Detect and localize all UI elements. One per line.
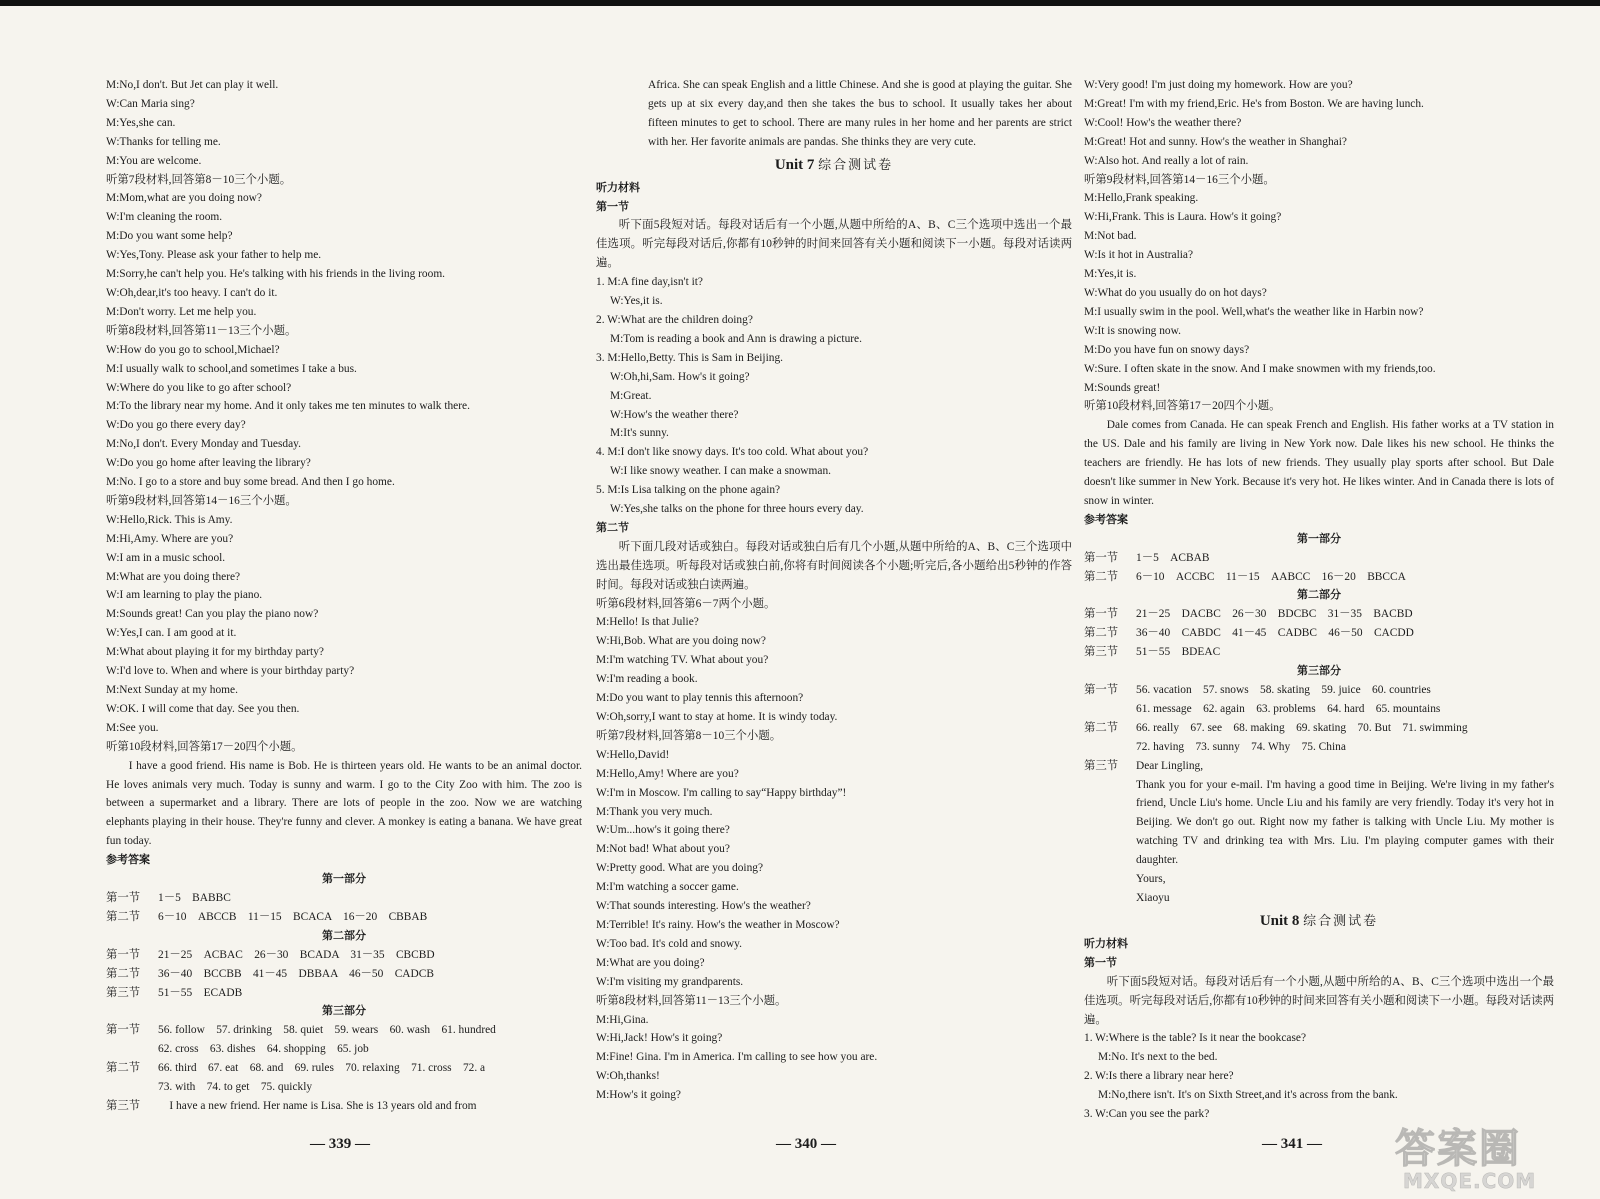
text-line: W:Cool! How's the weather there? xyxy=(1084,116,1242,129)
part-heading: 第一部分 xyxy=(1297,531,1341,545)
section-label: 第一节 xyxy=(106,891,141,904)
dialogue-line: W:Yes,she talks on the phone for three hours every day. xyxy=(610,503,864,516)
paragraph: 听下面5段短对话。每段对话后有一个小题,从题中所给的A、B、C三个选项中选出一个最佳选项。听完每段对话后,你都有10秒钟的时间来回答有关小题和阅读下一小题。每段对话读两遍。 xyxy=(596,219,1072,270)
text-line: 1. W:Where is the table? Is it near the bookcase? xyxy=(1084,1032,1307,1045)
answer-row xyxy=(1084,681,1554,700)
text-line: 3. W:Can you see the park? xyxy=(1084,1108,1210,1121)
answer-values: 66. really 67. see 68. making 69. skating 70. But 71. swimming xyxy=(1136,721,1468,734)
section-label: 第二节 xyxy=(106,967,141,980)
answer-row xyxy=(106,1097,582,1116)
text-line: M:Hi,Amy. Where are you? xyxy=(106,532,234,545)
answer-values: 56. vacation 57. snows 58. skating 59. juice 60. countries xyxy=(1136,684,1431,696)
answer-row xyxy=(106,946,582,965)
answer-values: I have a new friend. Her name is Lisa. She is 13 years old and from xyxy=(158,1099,477,1112)
answer-row xyxy=(1084,549,1554,568)
answer-values: 1－5 BABBC xyxy=(158,891,231,904)
text-line: M:Hi,Gina. xyxy=(596,1013,649,1026)
text-line: W:Oh,thanks! xyxy=(596,1070,660,1083)
page-number-341: — 341 — xyxy=(1262,1136,1322,1152)
section-heading: 听力材料 xyxy=(596,180,640,194)
part-heading: 第三部分 xyxy=(322,1004,366,1018)
text-line: M:Great! Hot and sunny. How's the weather in Shanghai? xyxy=(1084,135,1347,148)
text-line: M:Fine! Gina. I'm in America. I'm calling to see how you are. xyxy=(596,1051,878,1064)
section-label: 第二节 xyxy=(1084,570,1119,583)
section-label: 第三节 xyxy=(1084,759,1119,772)
section-heading: 第一节 xyxy=(596,199,629,213)
text-line: M:Sorry,he can't help you. He's talking with his friends in the living room. xyxy=(106,268,446,281)
text-line: 5. M:Is Lisa talking on the phone again? xyxy=(596,484,781,497)
text-line: 1. M:A fine day,isn't it? xyxy=(596,276,703,289)
dialogue-line: W:Yes,it is. xyxy=(610,295,663,308)
paragraph: I have a good friend. His name is Bob. He is thirteen years old. He wants to be an animal doctor. He loves animals very much. Today is sunny and warm. I go to the City Zoo with him. The zoo is between a supermarket and a library. There are lots of people in the zoo. Now we are watching elephants playing in their house. They're funny and clever. A monkey is eating a banana. We have great fun today. xyxy=(106,759,582,848)
section-heading: 第二节 xyxy=(596,520,629,534)
text-line: 2. W:What are the children doing? xyxy=(596,313,753,326)
text-line: M:Don't worry. Let me help you. xyxy=(106,305,257,318)
answer-row xyxy=(1084,719,1554,738)
text-line: W:Too bad. It's cold and snowy. xyxy=(596,937,742,950)
section-label: 第一节 xyxy=(1084,684,1119,696)
page-number-340: — 340 — xyxy=(776,1136,836,1152)
answer-values: 51－55 ECADB xyxy=(158,986,243,999)
text-line: M:I'm watching TV. What about you? xyxy=(596,654,769,667)
answer-values: 6－10 ACCBC 11－15 AABCC 16－20 BBCCA xyxy=(1136,570,1406,583)
section-label: 第一节 xyxy=(106,948,141,961)
text-line: M:No. I go to a store and buy some bread. And then I go home. xyxy=(106,476,395,489)
text-line: 听第8段材料,回答第11－13三个小题。 xyxy=(106,324,297,337)
answer-values: 51－55 BDEAC xyxy=(1136,646,1221,659)
part-heading: 第二部分 xyxy=(322,928,366,942)
text-line: W:Hi,Frank. This is Laura. How's it going? xyxy=(1084,211,1282,224)
answer-row xyxy=(106,1059,582,1078)
section-heading: 参考答案 xyxy=(106,853,150,867)
section-label: 第三节 xyxy=(106,1099,141,1112)
section-label: 第二节 xyxy=(1084,721,1119,734)
text-line: W:Do you go home after leaving the library? xyxy=(106,457,311,470)
text-line: 听第9段材料,回答第14－16三个小题。 xyxy=(106,494,297,507)
text-line: W:Very good! I'm just doing my homework. How are you? xyxy=(1084,79,1353,91)
paragraph: Dale comes from Canada. He can speak French and English. His father works at a TV station in the US. Dale and his family are living in New York now. Dale likes his new school. He thinks the teachers are friendly. He has lots of new friends. They usually play sports after school. But Dale doesn't like summer in New York. Because it's very hot. He likes winter. And in Canada there is lots of snow in winter. xyxy=(1084,419,1554,507)
text-line: W:What do you usually do on hot days? xyxy=(1084,286,1267,299)
text-line: W:I'm reading a book. xyxy=(596,673,698,686)
text-line: M:Not bad! What about you? xyxy=(596,843,730,856)
text-line: M:Do you want to play tennis this afternoon? xyxy=(596,692,804,705)
text-line: M:I usually swim in the pool. Well,what's the weather like in Harbin now? xyxy=(1084,305,1424,318)
text-line: M:No,I don't. Every Monday and Tuesday. xyxy=(106,438,301,451)
text-line: M:Sounds great! Can you play the piano now? xyxy=(106,608,319,621)
paragraph: 听下面5段短对话。每段对话后有一个小题,从题中所给的A、B、C三个选项中选出一个最佳选项。听完每段对话后,你都有10秒钟的时间来回答有关小题和阅读下一小题。每段对话读两遍。 xyxy=(1084,975,1554,1026)
text-line: M:Hello! Is that Julie? xyxy=(596,616,699,629)
text-line: W:I'd love to. When and where is your birthday party? xyxy=(106,665,355,678)
unit-heading xyxy=(1084,908,1554,935)
unit-number: Unit 7 xyxy=(774,156,815,173)
answer-continuation: 72. having 73. sunny 74. Why 75. China xyxy=(1136,740,1346,753)
section-heading: 参考答案 xyxy=(1084,512,1128,526)
watermark-site: MXQE.COM xyxy=(1403,1169,1537,1193)
text-line: M:No,I don't. But Jet can play it well. xyxy=(106,79,279,91)
text-line: M:Great! I'm with my friend,Eric. He's from Boston. We are having lunch. xyxy=(1084,97,1424,110)
text-line: M:What are you doing there? xyxy=(106,570,241,583)
answer-row xyxy=(1084,643,1554,662)
section-heading: 听力材料 xyxy=(1084,936,1128,950)
text-line: W:Yes,Tony. Please ask your father to help me. xyxy=(106,249,322,262)
text-line: W:I am learning to play the piano. xyxy=(106,589,263,602)
section-label: 第二节 xyxy=(106,1062,141,1075)
answer-values: 1－5 ACBAB xyxy=(1136,551,1210,564)
text-line: M:To the library near my home. And it only takes me ten minutes to walk there. xyxy=(106,400,470,413)
section-label: 第三节 xyxy=(106,986,141,999)
text-line: W:Is it hot in Australia? xyxy=(1084,249,1194,262)
text-line: 4. M:I don't like snowy days. It's too cold. What about you? xyxy=(596,446,869,459)
part-heading: 第一部分 xyxy=(322,872,366,886)
text-line: W:Where do you like to go after school? xyxy=(106,381,292,394)
answer-values: 36－40 BCCBB 41－45 DBBAA 46－50 CADCB xyxy=(158,967,434,980)
text-line: M:Yes,it is. xyxy=(1084,268,1137,281)
text-line: 听第10段材料,回答第17－20四个小题。 xyxy=(106,740,303,753)
text-line: W:Can Maria sing? xyxy=(106,97,195,110)
answer-values: 36－40 CABDC 41－45 CADBC 46－50 CACDD xyxy=(1136,627,1414,640)
text-line: W:Hi,Jack! How's it going? xyxy=(596,1032,723,1045)
dialogue-line: M:No. It's next to the bed. xyxy=(1098,1051,1218,1064)
text-line: W:Do you go there every day? xyxy=(106,419,246,432)
section-label: 第二节 xyxy=(1084,627,1119,640)
text-line: W:Oh,dear,it's too heavy. I can't do it. xyxy=(106,286,278,299)
section-label: 第一节 xyxy=(1084,551,1119,564)
text-line: M:Not bad. xyxy=(1084,230,1137,243)
answer-values: 56. follow 57. drinking 58. quiet 59. wears 60. wash 61. hundred xyxy=(158,1024,496,1037)
unit-title: 综合测试卷 xyxy=(1303,913,1379,929)
text-line: 听第6段材料,回答第6－7两个小题。 xyxy=(596,597,776,610)
text-line: M:Next Sunday at my home. xyxy=(106,684,238,696)
answer-values: 21－25 ACBAC 26－30 BCADA 31－35 CBCBD xyxy=(158,948,435,961)
text-line: M:Hello,Amy! Where are you? xyxy=(596,767,739,780)
text-line: M:Thank you very much. xyxy=(596,805,713,818)
text-line: W:OK. I will come that day. See you then. xyxy=(106,702,300,715)
text-line: M:Hello,Frank speaking. xyxy=(1084,192,1199,205)
text-line: M:I'm watching a soccer game. xyxy=(596,881,739,894)
paragraph: Thank you for your e-mail. I'm having a good time in Beijing. We're living in my father's friend, Uncle Liu's home. Uncle Liu and his family are very friendly. Today it's very hot in Beijing. We don't go out. Right now my father is talking with Uncle Liu. My mother is watching TV and drinking tea with Mrs. Liu. I'm playing computer games with their daughter. xyxy=(1136,778,1554,867)
page-339-column xyxy=(106,76,582,1116)
text-line: W:I am in a music school. xyxy=(106,551,226,564)
answer-values: 66. third 67. eat 68. and 69. rules 70. relaxing 71. cross 72. a xyxy=(158,1062,486,1075)
text-line: 听第10段材料,回答第17－20四个小题。 xyxy=(1084,400,1281,413)
text-line: W:Pretty good. What are you doing? xyxy=(596,862,764,875)
text-line: 2. W:Is there a library near here? xyxy=(1084,1070,1234,1083)
text-line: W:Thanks for telling me. xyxy=(106,135,221,148)
text-line: W:Um...how's it going there? xyxy=(596,824,730,837)
dialogue-line: W:Oh,hi,Sam. How's it going? xyxy=(610,370,750,383)
text-line: M:Do you have fun on snowy days? xyxy=(1084,343,1250,356)
text-line: W:Yes,I can. I am good at it. xyxy=(106,627,237,640)
text-line: W:I'm visiting my grandparents. xyxy=(596,975,744,988)
dialogue-line: M:Tom is reading a book and Ann is drawing a picture. xyxy=(610,332,862,345)
section-label: 第一节 xyxy=(1084,608,1119,621)
paragraph: Africa. She can speak English and a little Chinese. And she is good at playing the guitar. She gets up at six every day,and then she takes the bus to school. It usually takes her about fifteen minutes to get to school. There are many rules in her home and her parents are strict with her. Her favorite animals are pandas. She thinks they are very cute. xyxy=(648,79,1072,148)
text-line: W:Also hot. And really a lot of rain. xyxy=(1084,154,1249,167)
text-line: M:I usually walk to school,and sometimes I take a bus. xyxy=(106,362,357,375)
section-heading: 第一节 xyxy=(1084,955,1117,969)
text-line: M:What about playing it for my birthday party? xyxy=(106,646,324,659)
unit-heading xyxy=(596,152,1072,179)
top-edge-bar xyxy=(0,0,1600,6)
answer-values: 6－10 ABCCB 11－15 BCACA 16－20 CBBAB xyxy=(158,910,428,923)
answer-continuation: 73. with 74. to get 75. quickly xyxy=(158,1081,313,1094)
text-line: M:See you. xyxy=(106,721,159,734)
dialogue-line: M:It's sunny. xyxy=(610,427,669,440)
section-label: 第一节 xyxy=(106,1024,141,1037)
text-line: W:Sure. I often skate in the snow. And I make snowmen with my friends,too. xyxy=(1084,362,1436,375)
text-line: M:Do you want some help? xyxy=(106,230,233,243)
answer-continuation: 61. message 62. again 63. problems 64. hard 65. mountains xyxy=(1136,702,1441,715)
text-line: 听第8段材料,回答第11－13三个小题。 xyxy=(596,994,787,1007)
text-line: 听第9段材料,回答第14－16三个小题。 xyxy=(1084,173,1275,186)
page-number-339: — 339 — xyxy=(310,1136,370,1152)
answer-row xyxy=(106,965,582,984)
dialogue-line: M:No,there isn't. It's on Sixth Street,and it's across from the bank. xyxy=(1098,1089,1398,1102)
answer-continuation: 62. cross 63. dishes 64. shopping 65. job xyxy=(158,1043,369,1056)
text-line: W:Hi,Bob. What are you doing now? xyxy=(596,635,766,648)
text-line: W:I'm cleaning the room. xyxy=(106,211,223,224)
answer-row xyxy=(1084,624,1554,643)
section-label: 第二节 xyxy=(106,910,141,923)
text-line: M:How's it going? xyxy=(596,1089,681,1102)
page-340-column xyxy=(596,76,1072,1105)
text-line: W:Hello,David! xyxy=(596,748,670,761)
text-line: W:I'm in Moscow. I'm calling to say“Happy birthday”! xyxy=(596,786,847,799)
answer-continuation: Xiaoyu xyxy=(1136,891,1170,904)
answer-values: Dear Lingling, xyxy=(1136,759,1204,772)
answer-values: 21－25 DACBC 26－30 BDCBC 31－35 BACBD xyxy=(1136,608,1413,621)
answer-row xyxy=(1084,757,1554,776)
paragraph: 听下面几段对话或独白。每段对话或独白后有几个小题,从题中所给的A、B、C三个选项中选出最佳选项。听每段对话或独白前,你将有时间阅读各个小题;听完后,各小题给出5秒钟的作答时间。每段对话或独白读两遍。 xyxy=(596,540,1072,591)
dialogue-line: W:I like snowy weather. I can make a snowman. xyxy=(610,465,831,478)
answer-row xyxy=(106,908,582,927)
section-label: 第三节 xyxy=(1084,646,1119,659)
page-341-column xyxy=(1084,76,1554,1124)
part-heading: 第二部分 xyxy=(1297,588,1341,602)
text-line: M:You are welcome. xyxy=(106,154,202,167)
answer-row xyxy=(106,889,582,908)
unit-number: Unit 8 xyxy=(1259,912,1300,929)
text-line: 听第7段材料,回答第8－10三个小题。 xyxy=(106,173,292,186)
text-line: M:What are you doing? xyxy=(596,956,705,969)
unit-title: 综合测试卷 xyxy=(818,157,894,173)
text-line: W:Hello,Rick. This is Amy. xyxy=(106,513,233,526)
text-line: M:Terrible! It's rainy. How's the weather in Moscow? xyxy=(596,918,840,931)
text-line: W:Oh,sorry,I want to stay at home. It is windy today. xyxy=(596,711,838,723)
dialogue-line: W:How's the weather there? xyxy=(610,408,739,421)
answer-continuation: Yours, xyxy=(1136,873,1166,886)
dialogue-line: M:Great. xyxy=(610,389,652,402)
part-heading: 第三部分 xyxy=(1297,664,1341,678)
answer-row xyxy=(106,984,582,1003)
text-line: M:Mom,what are you doing now? xyxy=(106,192,262,205)
text-line: M:Yes,she can. xyxy=(106,116,176,129)
text-line: M:Sounds great! xyxy=(1084,381,1161,394)
text-line: W:That sounds interesting. How's the weather? xyxy=(596,900,811,913)
text-line: W:How do you go to school,Michael? xyxy=(106,343,280,356)
text-line: 听第7段材料,回答第8－10三个小题。 xyxy=(596,729,782,742)
answer-row xyxy=(1084,605,1554,624)
answer-row xyxy=(1084,568,1554,587)
text-line: 3. M:Hello,Betty. This is Sam in Beijing. xyxy=(596,351,783,364)
watermark-mark: 答案圈 xyxy=(1395,1126,1521,1172)
watermark-logo xyxy=(1395,1128,1585,1192)
text-line: W:It is snowing now. xyxy=(1084,324,1181,337)
answer-row xyxy=(106,1021,582,1040)
